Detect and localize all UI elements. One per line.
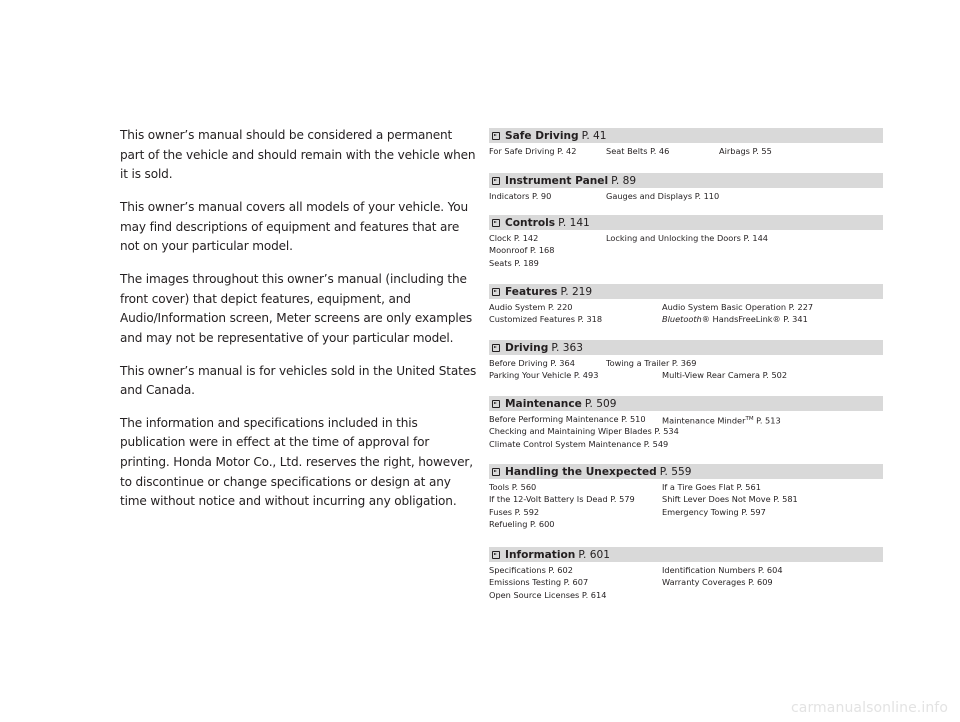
toc-row [489,413,883,425]
section-page: P. 601 [578,548,611,561]
toc-section-maintenance [489,396,883,450]
link-arrow-icon [492,344,500,352]
section-page: P. 141 [558,216,590,229]
toc-link[interactable]: Emissions Testing P. 607 [489,577,589,588]
link-arrow-icon [492,551,500,559]
toc-row [489,493,883,505]
toc-link[interactable]: Audio System P. 220 [489,302,573,312]
toc-link[interactable]: If the 12-Volt Battery Is Dead P. 579 [489,494,635,505]
link-arrow-icon [492,132,500,140]
toc-link[interactable]: Open Source Licenses P. 614 [489,589,607,600]
toc-link[interactable]: Before Driving P. 364 [489,358,575,368]
toc-link[interactable]: Specifications P. 602 [489,565,573,575]
intro-paragraph-3: The images throughout this owner’s manual (including the front cover) that depict features, equipment, and Audio/Information screen, Meter screens are only examples and may not be representative of your particular model. [120,271,473,345]
maintenance-minder-text: Maintenance Minder [662,415,746,426]
section-title: Driving [505,341,549,354]
toc-section-safe-driving [489,128,883,157]
toc-link[interactable]: Seat Belts P. 46 [606,146,670,156]
toc-link[interactable]: Locking and Unlocking the Doors P. 144 [606,233,769,243]
section-title: Features [505,285,558,298]
section-page: P. 89 [611,174,637,187]
link-arrow-icon [492,400,500,408]
toc-link[interactable]: Climate Control System Maintenance P. 549 [489,438,669,449]
section-title: Information [505,548,576,561]
link-arrow-icon [492,288,500,296]
toc-link[interactable]: Moonroof P. 168 [489,245,555,256]
toc-row [489,576,883,588]
toc-link[interactable]: Seats P. 189 [489,257,539,268]
section-header-controls[interactable] [489,215,883,230]
toc-link[interactable]: Customized Features P. 318 [489,314,603,325]
section-header-maintenance[interactable] [489,396,883,411]
toc-row [489,257,883,269]
maintenance-minder-page: P. 513 [753,415,781,426]
section-header-driving[interactable] [489,340,883,355]
toc-row [489,190,883,202]
section-page: P. 41 [581,129,607,142]
toc-section-instrument-panel [489,173,883,202]
section-page: P. 559 [659,465,692,478]
toc-link[interactable]: Identification Numbers P. 604 [662,565,783,575]
toc-section-controls [489,215,883,269]
toc-row [489,506,883,518]
toc-section-driving [489,340,883,382]
intro-text [120,126,478,525]
toc-link[interactable]: Parking Your Vehicle P. 493 [489,370,599,381]
toc-row [489,313,883,325]
toc-link[interactable]: Airbags P. 55 [719,146,772,156]
toc-link[interactable]: Towing a Trailer P. 369 [606,358,697,368]
toc-link[interactable]: Tools P. 560 [489,482,537,492]
intro-paragraph-4: This owner’s manual is for vehicles sold in the United States and Canada. [120,363,477,398]
bluetooth-text: Bluetooth [662,314,702,325]
toc-row [489,481,883,493]
link-arrow-icon [492,468,500,476]
toc-link[interactable]: Shift Lever Does Not Move P. 581 [662,494,798,505]
link-arrow-icon [492,219,500,227]
toc-row [489,518,883,530]
toc-link[interactable]: Checking and Maintaining Wiper Blades P. 534 [489,426,679,437]
section-title: Instrument Panel [505,174,609,187]
section-header-instrument-panel[interactable] [489,173,883,188]
toc-row [489,232,883,244]
handsfreelink-text: ® HandsFreeLink® P. 341 [701,314,808,325]
toc-link[interactable]: Refueling P. 600 [489,518,555,529]
intro-paragraph-2: This owner’s manual covers all models of your vehicle. You may find descriptions of equipment and features that are not on your particular model. [120,199,469,254]
section-header-features[interactable] [489,284,883,299]
toc-section-features [489,284,883,326]
toc-section-information [489,547,883,601]
trademark-text: TM [745,416,754,422]
toc-link[interactable]: Gauges and Displays P. 110 [606,191,720,201]
toc-link[interactable]: Emergency Towing P. 597 [662,506,766,517]
section-page: P. 509 [584,397,617,410]
toc-link[interactable]: Before Performing Maintenance P. 510 [489,414,646,424]
watermark: carmanualsonline.info [790,700,948,716]
toc-link[interactable]: Multi-View Rear Camera P. 502 [662,370,788,381]
toc-row [489,425,883,437]
section-header-information[interactable] [489,547,883,562]
toc-row [489,357,883,369]
toc-row [489,589,883,601]
toc-section-handling-the-unexpected [489,464,883,530]
section-header-handling-the-unexpected[interactable] [489,464,883,479]
toc-row [489,438,883,450]
toc-link[interactable]: Indicators P. 90 [489,191,552,201]
toc-link-bluetooth[interactable] [662,313,808,325]
section-title: Handling the Unexpected [505,465,657,478]
toc-row [489,301,883,313]
section-page: P. 219 [560,285,593,298]
toc-link[interactable]: Audio System Basic Operation P. 227 [662,302,814,312]
section-title: Controls [505,216,556,229]
intro-paragraph-5: The information and specifications included in this publication were in effect at the time of approval for printing. Honda Motor Co., Ltd. reserves the right, however, to discontinue or change specifications or design at any time without notice and without incurring any obligation. [120,415,473,509]
toc-link[interactable]: If a Tire Goes Flat P. 561 [662,482,761,492]
section-page: P. 363 [551,341,584,354]
intro-paragraph-1: This owner’s manual should be considered a permanent part of the vehicle and should remain with the vehicle when it is sold. [120,128,476,182]
toc-link[interactable]: Clock P. 142 [489,233,539,243]
toc-link[interactable]: Fuses P. 592 [489,506,540,517]
toc-row [489,564,883,576]
toc-link[interactable]: Warranty Coverages P. 609 [662,577,773,588]
section-title: Safe Driving [505,129,579,142]
toc-row [489,145,883,157]
toc-row [489,244,883,256]
section-header-safe-driving[interactable] [489,128,883,143]
link-arrow-icon [492,177,500,185]
toc-row [489,369,883,381]
section-title: Maintenance [505,397,582,410]
toc-link[interactable]: For Safe Driving P. 42 [489,146,577,156]
